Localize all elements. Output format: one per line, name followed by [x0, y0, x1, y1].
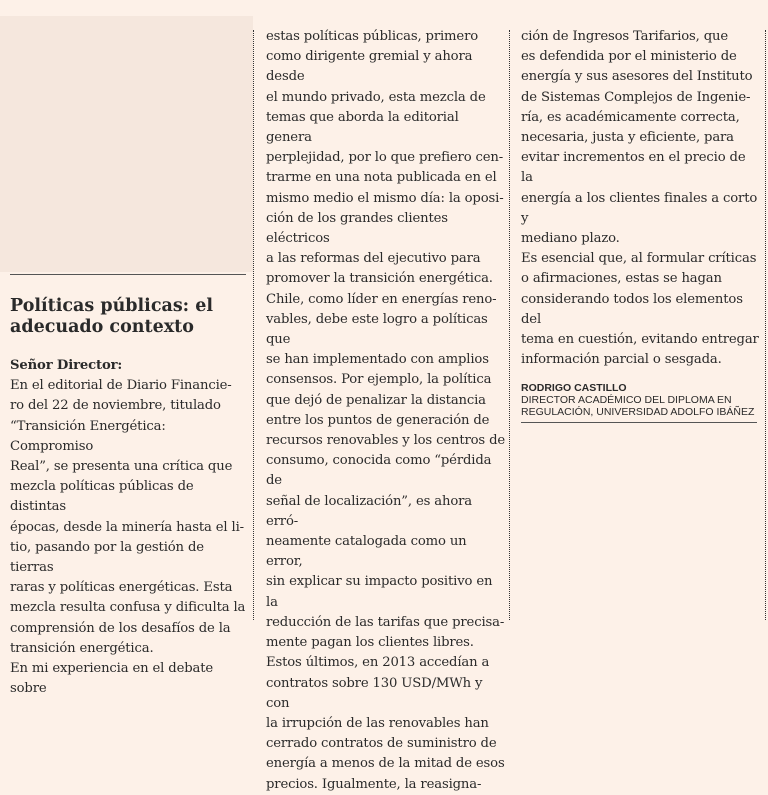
- headline-divider: [10, 274, 246, 275]
- col1-paragraphs: En el editorial de Diario Financie- ro del 22 de noviembre, titulado “Transición Energética: Compromiso Real”, se presenta una crítica que mezcla políticas públicas de distintas épocas, desde la minería hasta el li- tio, pasando por la gestión de tierras raras y políticas energéticas. Esta mezcla resulta confusa y dificulta la comprensión de los desafíos de la transición energética. En mi experiencia en el debate sobre: [10, 378, 246, 697]
- salutation: Señor Director:: [10, 358, 123, 373]
- signature-title: DIRECTOR ACADÉMICO DEL DIPLOMA EN REGULACIÓN, UNIVERSIDAD ADOLFO IBÁÑEZ: [521, 394, 757, 423]
- photo-placeholder: [0, 16, 253, 272]
- column-divider-3: [765, 30, 766, 620]
- column-divider-1: [253, 30, 254, 620]
- column-1-text: [10, 356, 246, 699]
- col3-paragraphs: ción de Ingresos Tarifarios, que es defendida por el ministerio de energía y sus asesores del Instituto de Sistemas Complejos de Ingenie- ría, es académicamente correcta, necesaria, justa y eficiente, para evitar incrementos en el precio de la energía a los clientes finales a corto y mediano plazo. Es esencial que, al formular críticas o afirmaciones, estas se hagan considerando todos los elementos del tema en cuestión, evitando entregar información parcial o sesgada.: [521, 29, 759, 368]
- column-3: [521, 27, 759, 423]
- column-divider-2: [509, 30, 510, 620]
- letter-headline: Políticas públicas: el adecuado contexto: [10, 296, 214, 337]
- col2-paragraphs: estas políticas públicas, primero como dirigente gremial y ahora desde el mundo privado, esta mezcla de temas que aborda la editorial genera perplejidad, por lo que prefiero cen- trarme en una nota publicada en el mismo medio el mismo día: la oposi- ción de los grandes clientes eléctricos a las reformas del ejecutivo para promover la transición energética. Chile, como líder en energías reno- vables, debe este logro a políticas que se han implementado con amplios consensos. Por ejemplo, la política que dejó de penalizar la distancia entre los puntos de generación de recursos renovables y los centros de consumo, conocida como “pérdida de señal de localización”, es ahora erró- neamente catalogada como un error, sin explicar su impacto positivo en la reducción de las tarifas que precisa- mente pagan los clientes libres. Estos últimos, en 2013 accedían a contratos sobre 130 USD/MWh y con la irrupción de las renovables han cerrado contratos de suministro de energía a menos de la mitad de esos precios. Igualmente, la reasigna-: [266, 29, 506, 792]
- column-2: [266, 27, 506, 795]
- signature-name: RODRIGO CASTILLO: [521, 382, 627, 395]
